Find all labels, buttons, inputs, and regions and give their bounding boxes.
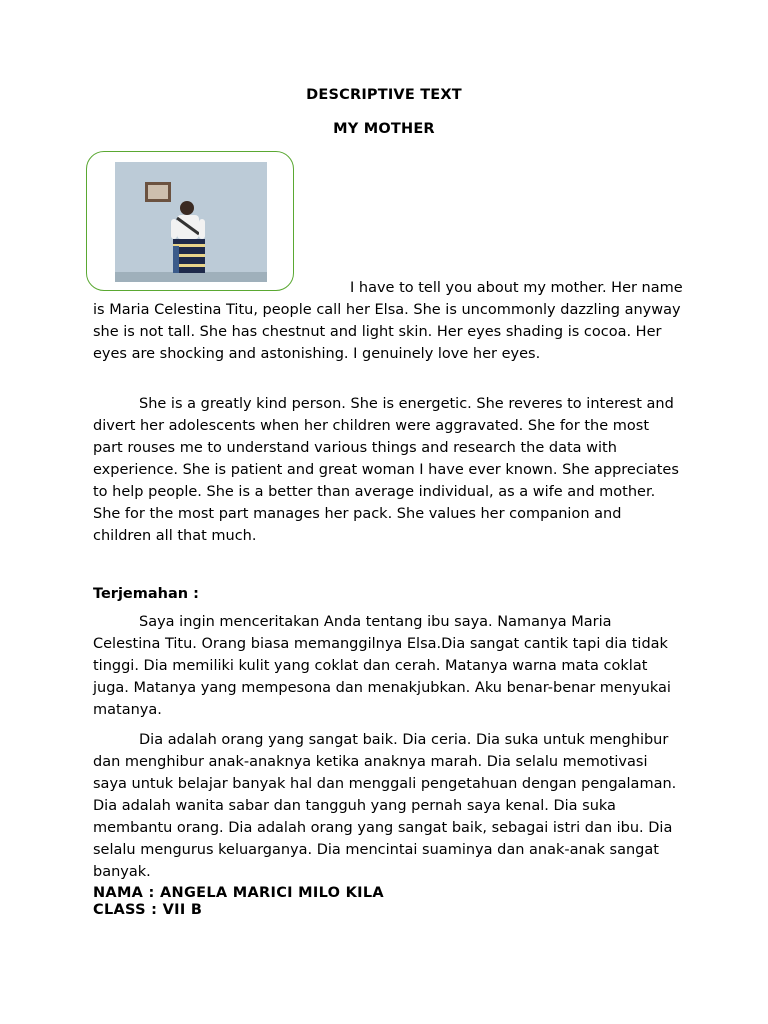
class-line: CLASS : VII B xyxy=(93,902,203,918)
signature-block xyxy=(93,885,683,919)
document-title: DESCRIPTIVE TEXT xyxy=(306,87,462,103)
mother-photo xyxy=(115,162,267,282)
mother-photo-image xyxy=(115,162,267,282)
paragraph-4: Dia adalah orang yang sangat baik. Dia ceria. Dia suka untuk menghibur dan menghibur anak-anaknya ketika anaknya marah. Dia selalu memotivasi saya untuk belajar banyak hal dan menggali pengetahuan dengan pengalaman. Dia adalah wanita sabar dan tangguh yang pernah saya kenal. Dia suka membantu orang. Dia adalah orang yang sangat baik, sebagai istri dan ibu. Dia selalu mengurus keluarganya. Dia mencintai suaminya dan anak-anak sangat banyak. xyxy=(93,732,677,880)
translation-heading: Terjemahan : xyxy=(93,586,199,602)
name-line: NAMA : ANGELA MARICI MILO KILA xyxy=(93,885,384,901)
paragraph-2: She is a greatly kind person. She is energetic. She reveres to interest and divert her adolescents when her children were aggravated. She for the most part rouses me to understand various things and research the data with experience. She is patient and great woman I have ever known. She appreciates to help people. She is a better than average individual, as a wife and mother. She for the most part manages her pack. She values her companion and children all that much. xyxy=(93,396,679,544)
paragraph-3: Saya ingin menceritakan Anda tentang ibu saya. Namanya Maria Celestina Titu. Orang biasa memanggilnya Elsa.Dia sangat cantik tapi dia tidak tinggi. Dia memiliki kulit yang coklat dan cerah. Matanya warna mata coklat juga. Matanya yang mempesona dan menakjubkan. Aku benar-benar menyukai matanya. xyxy=(93,614,671,718)
document-subtitle: MY MOTHER xyxy=(333,121,435,137)
paragraph-1: I have to tell you about my mother. Her name is Maria Celestina Titu, people call her Elsa. She is uncommonly dazzling anyway she is not tall. She has chestnut and light skin. Her eyes shading is cocoa. Her eyes are shocking and astonishing. I genuinely love her eyes. xyxy=(93,280,683,362)
